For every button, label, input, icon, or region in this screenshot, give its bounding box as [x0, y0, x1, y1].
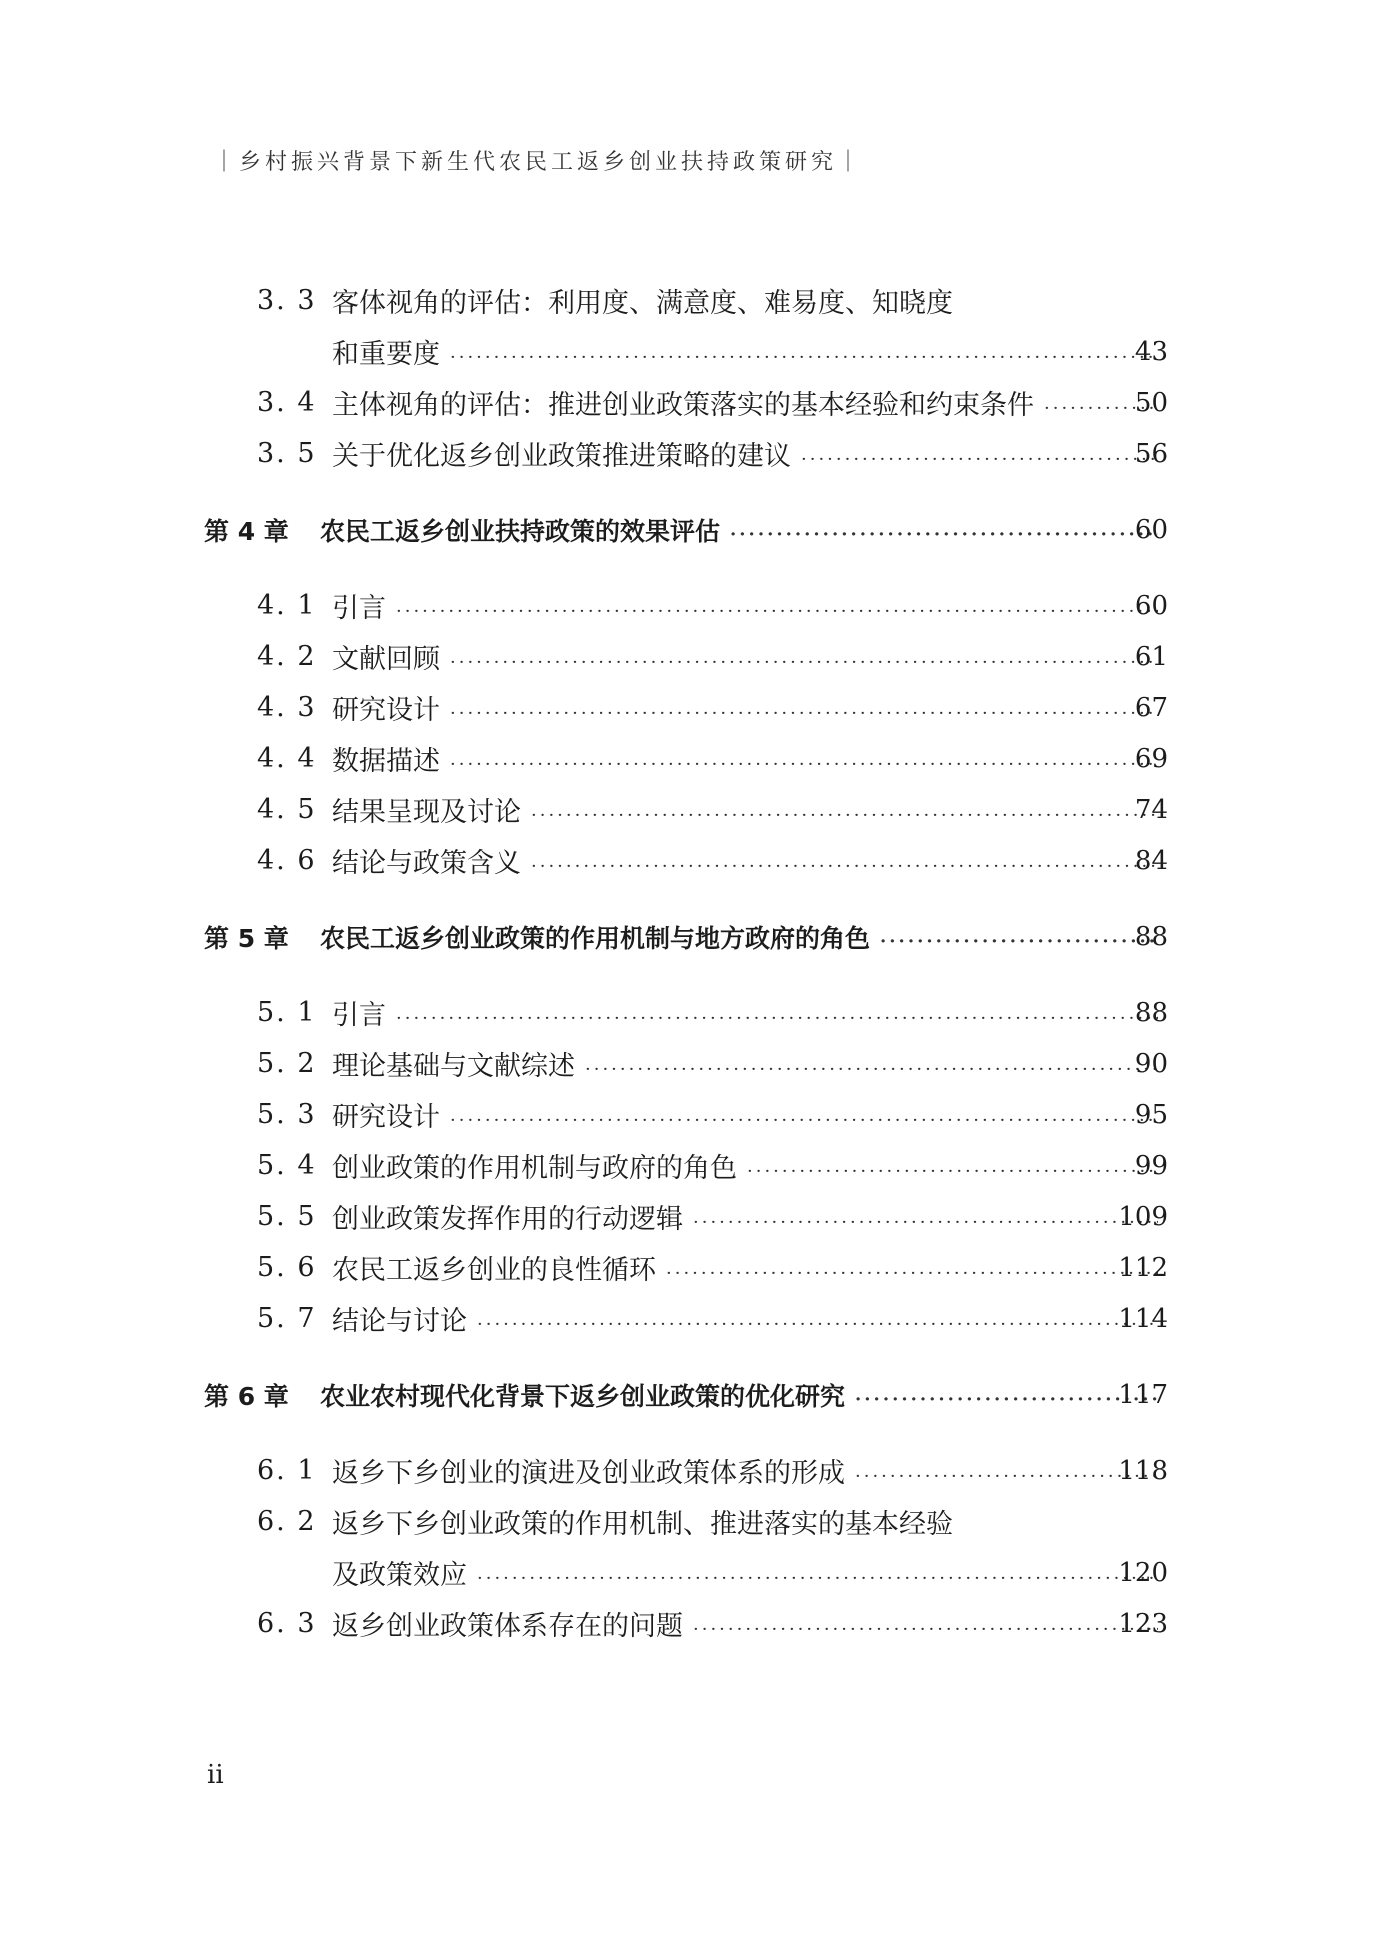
dot-leader [450, 1110, 1158, 1131]
section-number: 5. 3 [257, 1099, 317, 1130]
section-number: 6. 3 [257, 1608, 317, 1639]
toc-entry-5-5[interactable] [0, 1191, 1385, 1242]
entry-title: 结论与政策含义 [332, 848, 521, 879]
toc-entry-4-5[interactable] [0, 784, 1385, 835]
entry-title: 文献回顾 [332, 644, 440, 675]
entry-title: 结果呈现及讨论 [332, 797, 521, 828]
page-number: 109 [1118, 1201, 1168, 1232]
running-head: ｜乡村振兴背景下新生代农民工返乡创业扶持政策研究｜ [213, 150, 864, 175]
page-number: 60 [1134, 514, 1168, 545]
dot-leader [585, 1059, 1158, 1080]
page-number: 74 [1134, 794, 1168, 825]
entry-title: 和重要度 [332, 339, 440, 370]
section-number: 3. 4 [257, 387, 317, 418]
section-number: 4. 1 [257, 590, 317, 621]
page-number: 88 [1134, 921, 1168, 952]
chapter-number: 第 6 章 [204, 1381, 289, 1411]
section-number: 4. 4 [257, 743, 317, 774]
toc-entry-6-1[interactable] [0, 1445, 1385, 1496]
dot-leader [693, 1212, 1158, 1233]
entry-title: 主体视角的评估：推进创业政策落实的基本经验和约束条件 [332, 390, 1034, 421]
entry-title: 研究设计 [332, 1102, 440, 1133]
chapter-title: 农民工返乡创业扶持政策的效果评估 [320, 516, 721, 546]
toc-chapter-4[interactable] [0, 504, 1385, 555]
dot-leader [693, 1619, 1158, 1640]
entry-title: 创业政策发挥作用的行动逻辑 [332, 1204, 683, 1235]
page-number: 60 [1134, 590, 1168, 621]
section-number: 6. 1 [257, 1455, 317, 1486]
dot-leader [477, 1314, 1158, 1335]
section-number: 5. 4 [257, 1150, 317, 1181]
toc-entry-5-3[interactable] [0, 1089, 1385, 1140]
toc-entry-6-3[interactable] [0, 1598, 1385, 1649]
section-number: 3. 3 [257, 285, 317, 316]
entry-title: 返乡下乡创业政策的作用机制、推进落实的基本经验 [332, 1509, 953, 1540]
toc-entry-5-6[interactable] [0, 1242, 1385, 1293]
dot-leader [531, 805, 1158, 826]
page-number: 61 [1134, 641, 1168, 672]
page-number: 95 [1134, 1099, 1168, 1130]
entry-title: 引言 [332, 593, 386, 624]
page-number: 50 [1134, 387, 1168, 418]
dot-leader [450, 703, 1158, 724]
dot-leader [730, 524, 1158, 545]
toc-entry-6-2[interactable] [0, 1496, 1385, 1547]
dot-leader [477, 1568, 1158, 1589]
toc-entry-4-4[interactable] [0, 733, 1385, 784]
page-number: 120 [1118, 1557, 1168, 1588]
section-number: 6. 2 [257, 1506, 317, 1537]
dot-leader [450, 652, 1158, 673]
page-folio: ii [207, 1760, 224, 1790]
chapter-number: 第 5 章 [204, 923, 289, 953]
chapter-number: 第 4 章 [204, 516, 289, 546]
entry-title: 农民工返乡创业的良性循环 [332, 1255, 656, 1286]
entry-title: 关于优化返乡创业政策推进策略的建议 [332, 441, 791, 472]
section-number: 5. 1 [257, 997, 317, 1028]
dot-leader [396, 1008, 1158, 1029]
dot-leader [880, 931, 1158, 952]
dot-leader [666, 1263, 1158, 1284]
dot-leader [855, 1466, 1158, 1487]
section-number: 4. 6 [257, 845, 317, 876]
entry-title: 数据描述 [332, 746, 440, 777]
dot-leader [450, 754, 1158, 775]
entry-title: 返乡创业政策体系存在的问题 [332, 1611, 683, 1642]
toc-entry-5-4[interactable] [0, 1140, 1385, 1191]
toc-entry-3-4[interactable] [0, 377, 1385, 428]
page-number: 67 [1134, 692, 1168, 723]
page-number: 114 [1118, 1303, 1168, 1334]
dot-leader [450, 347, 1158, 368]
section-number: 4. 3 [257, 692, 317, 723]
toc-entry-6-2-cont[interactable] [0, 1547, 1385, 1598]
toc-entry-3-3[interactable] [0, 275, 1385, 326]
toc-chapter-6[interactable] [0, 1369, 1385, 1420]
section-number: 5. 7 [257, 1303, 317, 1334]
toc-entry-5-2[interactable] [0, 1038, 1385, 1089]
page-number: 90 [1134, 1048, 1168, 1079]
entry-title: 及政策效应 [332, 1560, 467, 1591]
dot-leader [747, 1161, 1158, 1182]
toc-entry-4-3[interactable] [0, 682, 1385, 733]
chapter-title: 农民工返乡创业政策的作用机制与地方政府的角色 [320, 923, 871, 953]
section-number: 5. 2 [257, 1048, 317, 1079]
entry-title: 引言 [332, 1000, 386, 1031]
section-number: 5. 6 [257, 1252, 317, 1283]
entry-title: 客体视角的评估：利用度、满意度、难易度、知晓度 [332, 288, 953, 319]
section-number: 4. 2 [257, 641, 317, 672]
entry-title: 创业政策的作用机制与政府的角色 [332, 1153, 737, 1184]
page-number: 84 [1134, 845, 1168, 876]
toc-entry-4-6[interactable] [0, 835, 1385, 886]
toc-entry-5-1[interactable] [0, 987, 1385, 1038]
page-number: 99 [1134, 1150, 1168, 1181]
toc-entry-3-3-cont[interactable] [0, 326, 1385, 377]
toc-entry-4-1[interactable] [0, 580, 1385, 631]
page-number: 117 [1118, 1379, 1168, 1410]
entry-title: 返乡下乡创业的演进及创业政策体系的形成 [332, 1458, 845, 1489]
table-of-contents [0, 275, 1385, 1649]
page-number: 69 [1134, 743, 1168, 774]
entry-title: 结论与讨论 [332, 1306, 467, 1337]
page-number: 43 [1134, 336, 1168, 367]
toc-entry-5-7[interactable] [0, 1293, 1385, 1344]
page-number: 56 [1134, 438, 1168, 469]
toc-chapter-5[interactable] [0, 911, 1385, 962]
page-number: 123 [1118, 1608, 1168, 1639]
entry-title: 研究设计 [332, 695, 440, 726]
section-number: 3. 5 [257, 438, 317, 469]
page-number: 112 [1118, 1252, 1168, 1283]
page-number: 88 [1134, 997, 1168, 1028]
toc-entry-3-5[interactable] [0, 428, 1385, 479]
page-number: 118 [1118, 1455, 1168, 1486]
section-number: 5. 5 [257, 1201, 317, 1232]
dot-leader [396, 601, 1158, 622]
entry-title: 理论基础与文献综述 [332, 1051, 575, 1082]
dot-leader [855, 1389, 1158, 1410]
dot-leader [531, 856, 1158, 877]
section-number: 4. 5 [257, 794, 317, 825]
chapter-title: 农业农村现代化背景下返乡创业政策的优化研究 [320, 1381, 846, 1411]
toc-entry-4-2[interactable] [0, 631, 1385, 682]
dot-leader [801, 449, 1158, 470]
